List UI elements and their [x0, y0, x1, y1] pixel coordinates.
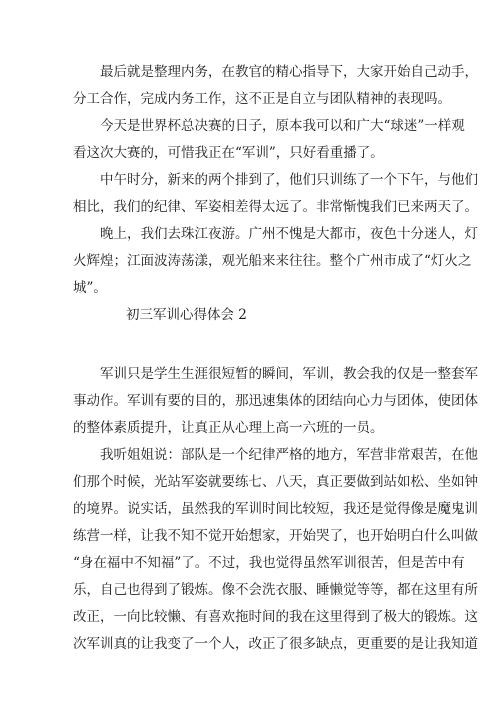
text-line: 的整体素质提升，让真正从心理上高一六班的一员。: [73, 420, 384, 436]
paragraph-2: [73, 113, 465, 167]
text-line: 相比，我们的纪律、军姿相差得太远了。非常惭愧我们已来两天了。: [73, 199, 478, 215]
text-line: 分工合作，完成内务工作，这不正是自立与团队精神的表现吗。: [73, 91, 451, 107]
text-line: 最后就是整理内务，在教官的精心指导下，大家开始自己动手，: [100, 64, 478, 80]
paragraph-5: [73, 361, 478, 442]
text-line: 火辉煌；江面波涛荡漾，观光船来来往往。整个广州市成了“灯火之: [73, 253, 472, 269]
text-line: 今天是世界杯总决赛的日子，原本我可以和广大“球迷”一样观: [100, 118, 465, 134]
section-heading: 初三军训心得体会 2: [126, 307, 247, 323]
paragraph-1: [73, 59, 478, 113]
text-line: “身在福中不知福”了。不过，我也觉得虽然军训很苦，但是苦中有: [73, 555, 465, 571]
paragraph-4: [73, 221, 478, 302]
text-line: 乐，自己也得到了锻炼。像不会洗衣服、睡懒觉等等，都在这里有所: [73, 582, 478, 598]
text-line: 晚上，我们去珠江夜游。广州不愧是大都市，夜色十分迷人，灯: [100, 226, 478, 242]
text-line: 城”。: [73, 280, 107, 296]
paragraph-6: [73, 442, 478, 658]
paragraph-3: [73, 167, 478, 221]
text-line: 改正，一向比较懒、有喜欢拖时间的我在这里得到了极大的锻炼。这: [73, 609, 478, 625]
text-line: 的境界。说实话，虽然我的军训时间比较短，我还是觉得像是魔鬼训: [73, 501, 478, 517]
text-line: 们那个时候，光站军姿就要练七、八天，真正要做到站如松、坐如钟: [73, 474, 478, 490]
text-line: 我听姐姐说：部队是一个纪律严格的地方，军营非常艰苦，在他: [100, 447, 478, 463]
text-line: 看这次大赛的，可惜我正在“军训”，只好看重播了。: [73, 145, 384, 161]
text-line: 中午时分，新来的两个排到了，他们只训练了一个下午，与他们: [100, 172, 478, 188]
text-line: 事动作。军训有要的目的，那迅速集体的团结向心力与团体，使团体: [73, 393, 478, 409]
text-line: 军训只是学生生涯很短暂的瞬间，军训，教会我的仅是一整套军: [100, 366, 478, 382]
text-line: 练营一样，让我不知不觉开始想家，开始哭了，也开始明白什么叫做: [73, 528, 478, 544]
text-line: 次军训真的让我变了一个人，改正了很多缺点，更重要的是让我知道: [73, 636, 478, 652]
